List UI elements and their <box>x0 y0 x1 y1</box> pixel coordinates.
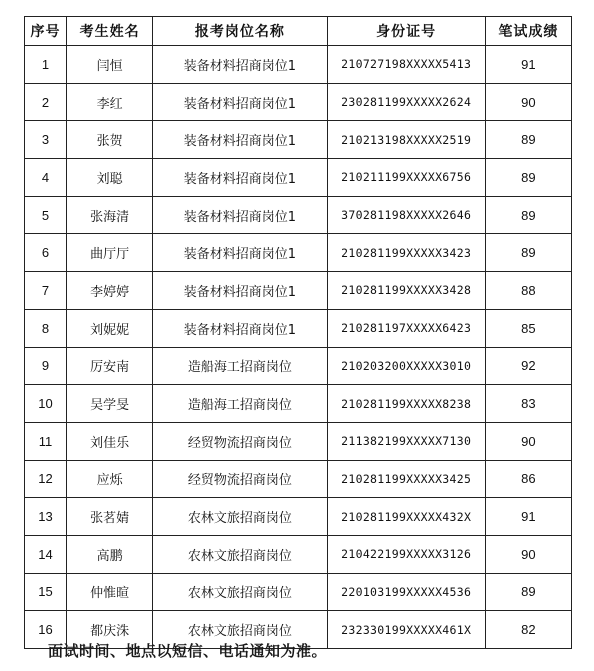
table-row <box>25 83 572 121</box>
written-score: 89 <box>485 573 571 611</box>
header-position: 报考岗位名称 <box>153 17 327 46</box>
id-number: 210281199XXXXX3428 <box>327 272 485 310</box>
row-number: 6 <box>25 234 67 272</box>
row-number: 14 <box>25 535 67 573</box>
row-number: 16 <box>25 611 67 649</box>
written-score: 88 <box>485 272 571 310</box>
position-name: 装备材料招商岗位1 <box>153 46 327 84</box>
position-name: 造船海工招商岗位 <box>153 385 327 423</box>
position-name: 装备材料招商岗位1 <box>153 196 327 234</box>
position-name: 造船海工招商岗位 <box>153 347 327 385</box>
header-row <box>25 17 572 46</box>
position-name: 农林文旅招商岗位 <box>153 573 327 611</box>
table-row <box>25 196 572 234</box>
table-row <box>25 347 572 385</box>
position-name: 装备材料招商岗位1 <box>153 159 327 197</box>
table-row <box>25 460 572 498</box>
table-body <box>25 46 572 649</box>
written-score: 91 <box>485 498 571 536</box>
header-score: 笔试成绩 <box>485 17 571 46</box>
candidate-name: 闫恒 <box>67 46 153 84</box>
row-number: 5 <box>25 196 67 234</box>
id-number: 210281199XXXXX8238 <box>327 385 485 423</box>
id-number: 210203200XXXXX3010 <box>327 347 485 385</box>
position-name: 装备材料招商岗位1 <box>153 272 327 310</box>
table-row <box>25 272 572 310</box>
id-number: 210281197XXXXX6423 <box>327 309 485 347</box>
table-row <box>25 121 572 159</box>
id-number: 230281199XXXXX2624 <box>327 83 485 121</box>
table-row <box>25 46 572 84</box>
row-number: 4 <box>25 159 67 197</box>
candidate-name: 李婷婷 <box>67 272 153 310</box>
written-score: 90 <box>485 422 571 460</box>
id-number: 210422199XXXXX3126 <box>327 535 485 573</box>
position-name: 装备材料招商岗位1 <box>153 309 327 347</box>
row-number: 1 <box>25 46 67 84</box>
footnote-text: 面试时间、地点以短信、电话通知为准。 <box>48 642 328 660</box>
written-score: 91 <box>485 46 571 84</box>
written-score: 82 <box>485 611 571 649</box>
position-name: 经贸物流招商岗位 <box>153 460 327 498</box>
position-name: 农林文旅招商岗位 <box>153 535 327 573</box>
candidate-name: 高鹏 <box>67 535 153 573</box>
table-header <box>25 17 572 46</box>
row-number: 7 <box>25 272 67 310</box>
id-number: 211382199XXXXX7130 <box>327 422 485 460</box>
id-number: 210211199XXXXX6756 <box>327 159 485 197</box>
table-row <box>25 234 572 272</box>
written-score: 86 <box>485 460 571 498</box>
candidate-name: 张贺 <box>67 121 153 159</box>
written-score: 89 <box>485 196 571 234</box>
candidate-name: 刘妮妮 <box>67 309 153 347</box>
candidate-name: 曲厅厅 <box>67 234 153 272</box>
candidate-name: 张茗婧 <box>67 498 153 536</box>
candidate-name: 吴学旻 <box>67 385 153 423</box>
row-number: 10 <box>25 385 67 423</box>
table-row <box>25 309 572 347</box>
table-row <box>25 385 572 423</box>
id-number: 210281199XXXXX3423 <box>327 234 485 272</box>
candidate-name: 刘聪 <box>67 159 153 197</box>
table-row <box>25 573 572 611</box>
id-number: 232330199XXXXX461X <box>327 611 485 649</box>
row-number: 3 <box>25 121 67 159</box>
written-score: 90 <box>485 83 571 121</box>
row-number: 13 <box>25 498 67 536</box>
candidate-name: 厉安南 <box>67 347 153 385</box>
position-name: 经贸物流招商岗位 <box>153 422 327 460</box>
written-score: 89 <box>485 159 571 197</box>
candidate-name: 仲惟暄 <box>67 573 153 611</box>
written-score: 89 <box>485 121 571 159</box>
id-number: 210213198XXXXX2519 <box>327 121 485 159</box>
position-name: 农林文旅招商岗位 <box>153 498 327 536</box>
candidate-name: 张海清 <box>67 196 153 234</box>
id-number: 220103199XXXXX4536 <box>327 573 485 611</box>
position-name: 装备材料招商岗位1 <box>153 234 327 272</box>
candidate-name: 李红 <box>67 83 153 121</box>
id-number: 210281199XXXXX432X <box>327 498 485 536</box>
header-no: 序号 <box>25 17 67 46</box>
exam-results-table <box>24 16 572 649</box>
row-number: 11 <box>25 422 67 460</box>
table-row <box>25 422 572 460</box>
candidate-name: 应烁 <box>67 460 153 498</box>
written-score: 89 <box>485 234 571 272</box>
written-score: 85 <box>485 309 571 347</box>
position-name: 农林文旅招商岗位 <box>153 611 327 649</box>
written-score: 83 <box>485 385 571 423</box>
table-row <box>25 535 572 573</box>
table-row <box>25 159 572 197</box>
header-id-number: 身份证号 <box>327 17 485 46</box>
position-name: 装备材料招商岗位1 <box>153 83 327 121</box>
id-number: 210281199XXXXX3425 <box>327 460 485 498</box>
row-number: 12 <box>25 460 67 498</box>
table-row <box>25 498 572 536</box>
row-number: 9 <box>25 347 67 385</box>
candidate-name: 刘佳乐 <box>67 422 153 460</box>
written-score: 92 <box>485 347 571 385</box>
candidate-name: 都庆洙 <box>67 611 153 649</box>
position-name: 装备材料招商岗位1 <box>153 121 327 159</box>
id-number: 210727198XXXXX5413 <box>327 46 485 84</box>
written-score: 90 <box>485 535 571 573</box>
header-name: 考生姓名 <box>67 17 153 46</box>
id-number: 370281198XXXXX2646 <box>327 196 485 234</box>
row-number: 15 <box>25 573 67 611</box>
row-number: 8 <box>25 309 67 347</box>
row-number: 2 <box>25 83 67 121</box>
